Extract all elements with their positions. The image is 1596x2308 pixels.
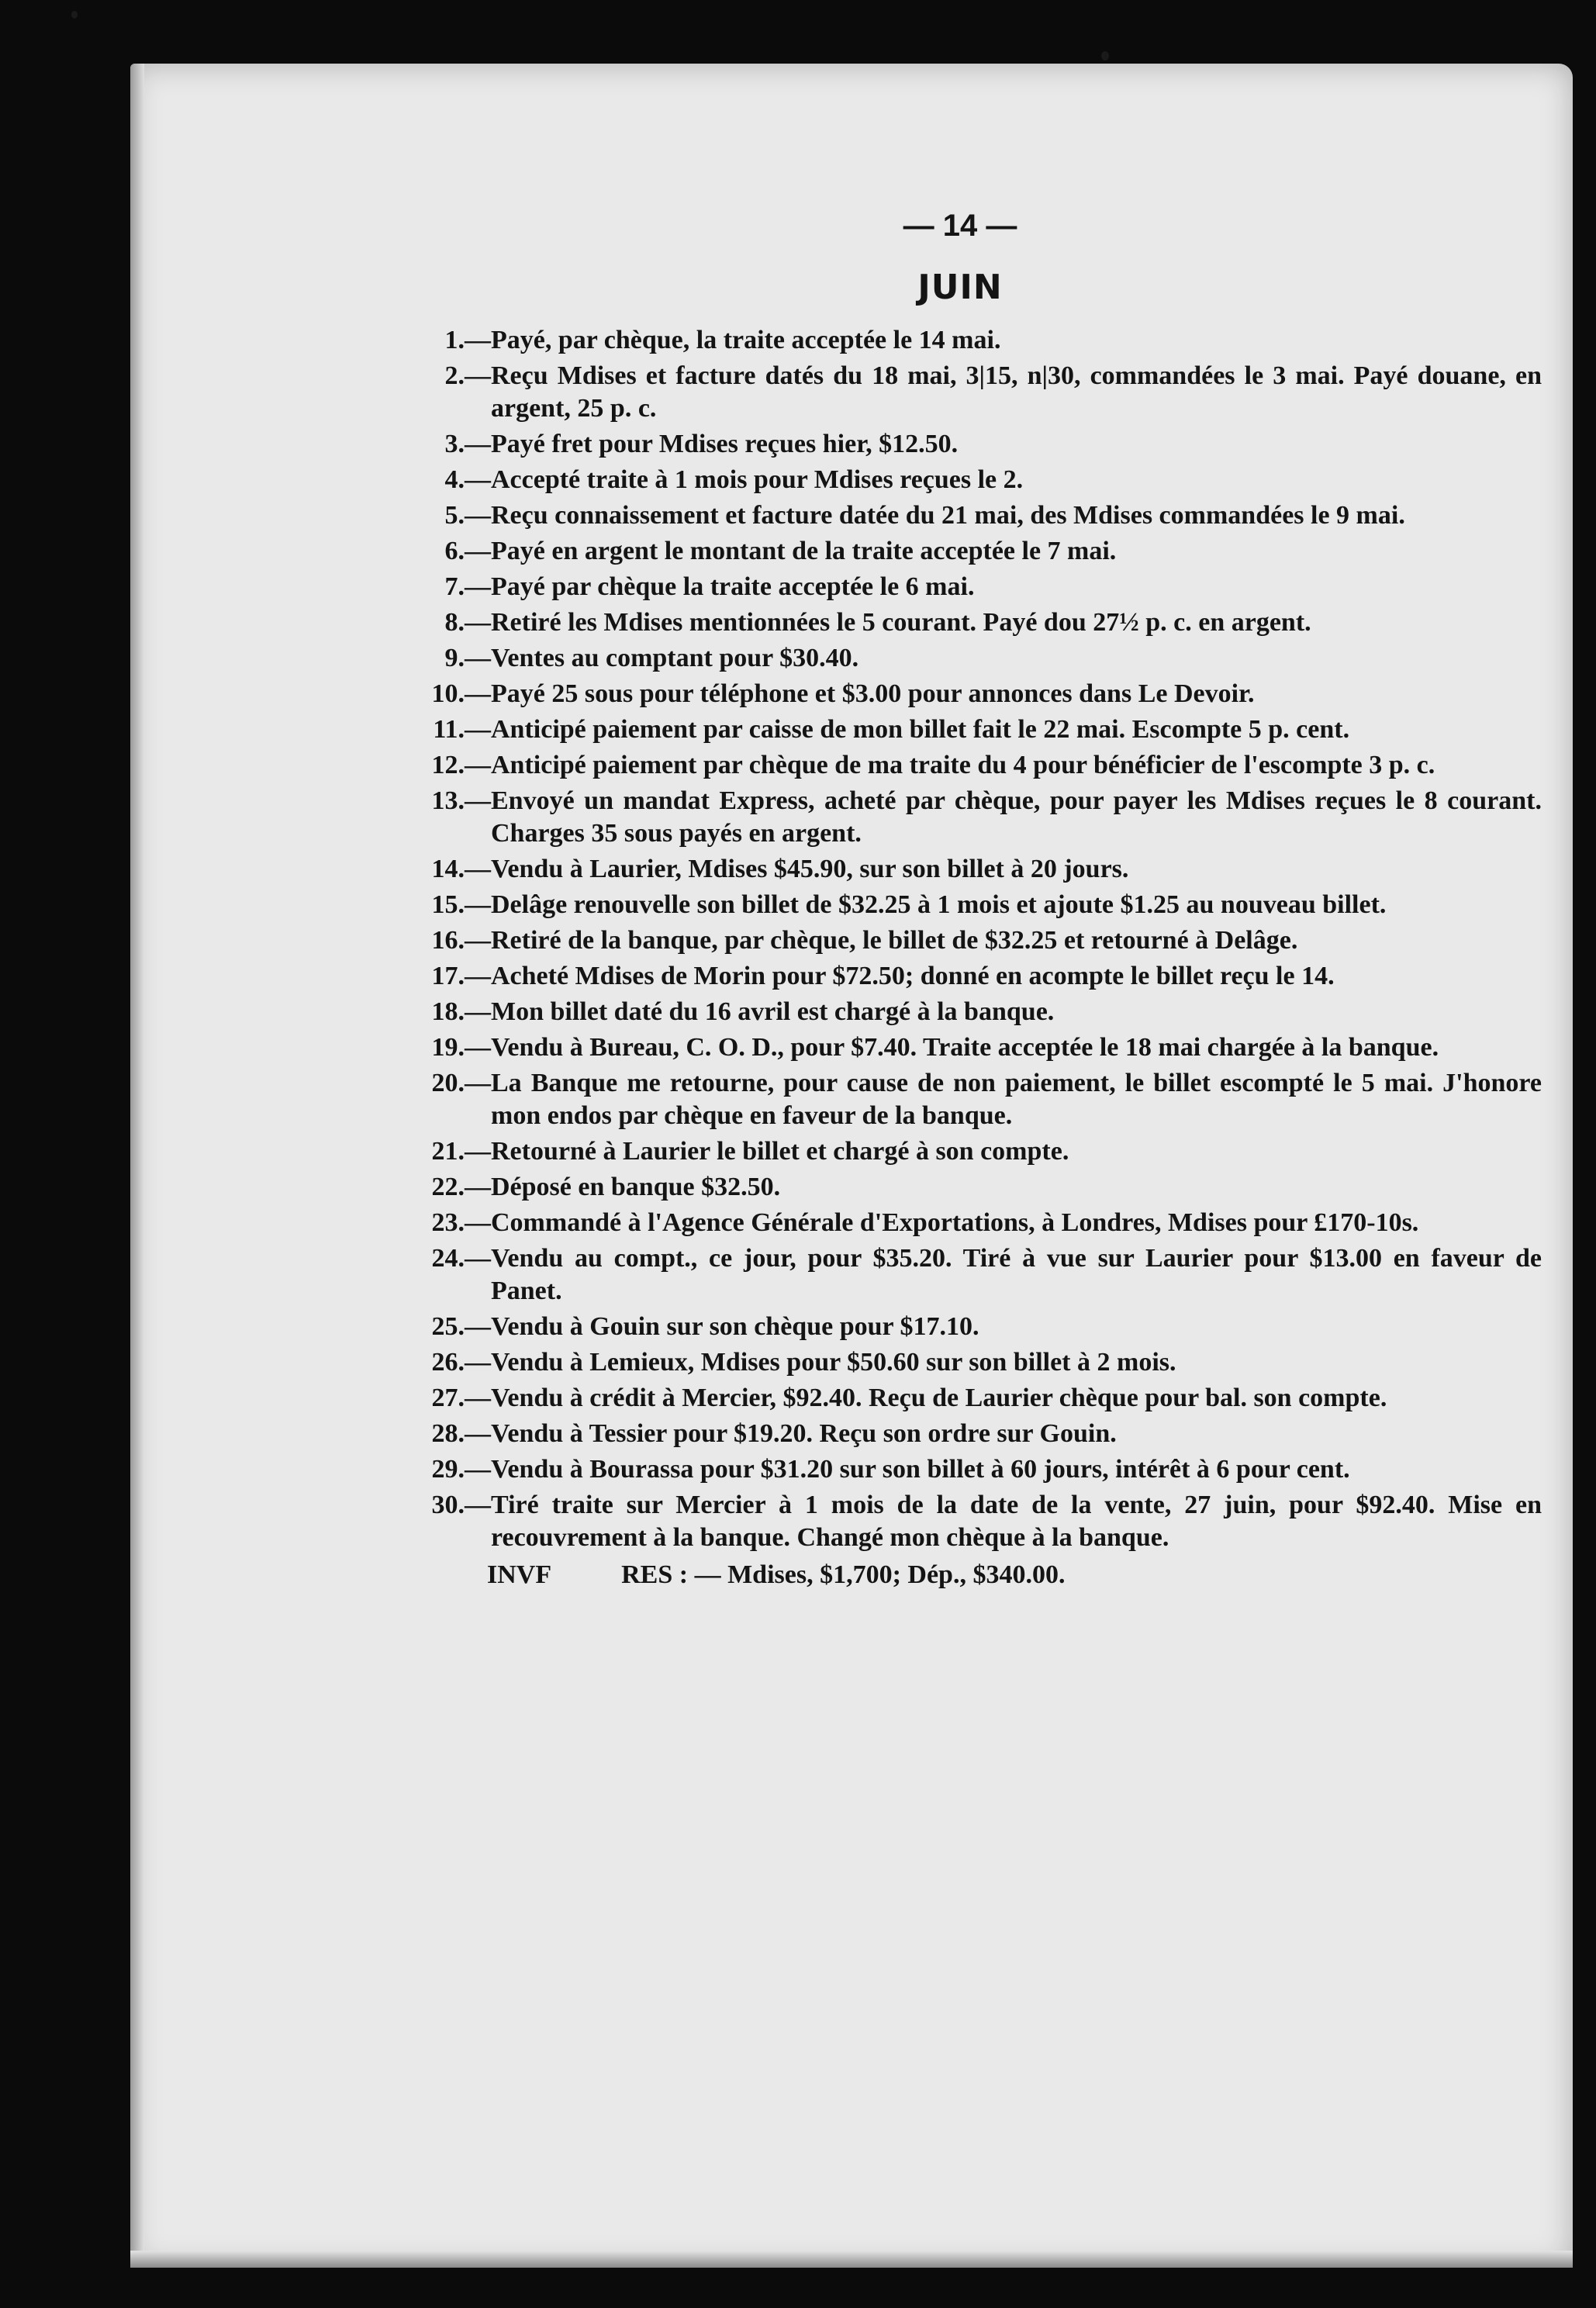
list-item: [417, 1418, 1542, 1450]
entry-number: 22.—: [431, 1173, 491, 1201]
entry-number: 29.—: [431, 1455, 491, 1484]
list-item: [417, 360, 1542, 425]
entry-number: 26.—: [431, 1348, 491, 1377]
entry-number: 13.—: [431, 786, 491, 815]
entry-number: 19.—: [431, 1033, 491, 1062]
entry-number: 5.—: [444, 501, 491, 530]
entry-number: 2.—: [444, 361, 491, 390]
entry-number: 28.—: [431, 1419, 491, 1448]
entry-text: Payé, par chèque, la traite acceptée le 14 mai.: [491, 326, 1001, 354]
entry-number: 18.—: [431, 997, 491, 1026]
entry-text: Reçu connaissement et facture datée du 21 mai, des Mdises commandées le 9 mai.: [491, 501, 1405, 530]
scan-speck: [1101, 51, 1109, 60]
entry-number: 6.—: [444, 537, 491, 565]
list-item: [417, 642, 1542, 675]
entry-text: Vendu au compt., ce jour, pour $35.20. Tiré à vue sur Laurier pour $13.00 en faveur de Panet.: [491, 1244, 1542, 1305]
entry-number: 27.—: [431, 1384, 491, 1412]
list-item: [417, 678, 1542, 710]
entry-text: Commandé à l'Agence Générale d'Exportations, à Londres, Mdises pour £170-10s.: [491, 1208, 1419, 1237]
list-item: [417, 1242, 1542, 1308]
entry-number: 15.—: [431, 890, 491, 919]
list-item: [417, 464, 1542, 496]
list-item: [417, 785, 1542, 850]
list-item: [417, 1031, 1542, 1064]
entry-text: Payé fret pour Mdises reçues hier, $12.50.: [491, 430, 959, 458]
list-item: [417, 960, 1542, 993]
entry-text: Retourné à Laurier le billet et chargé à son compte.: [491, 1137, 1069, 1166]
entry-number: 4.—: [444, 465, 491, 494]
list-item: [417, 1346, 1542, 1379]
list-item: [417, 853, 1542, 886]
entry-number: 12.—: [431, 751, 491, 779]
entry-text: Payé en argent le montant de la traite acceptée le 7 mai.: [491, 537, 1117, 565]
list-item: [417, 324, 1542, 357]
list-item: [417, 1171, 1542, 1204]
entry-number: 16.—: [431, 926, 491, 955]
entry-text: Vendu à Laurier, Mdises $45.90, sur son billet à 20 jours.: [491, 855, 1129, 883]
entry-number: 25.—: [431, 1312, 491, 1341]
list-item: [417, 1382, 1542, 1415]
list-item: [417, 1453, 1542, 1486]
entry-number: 11.—: [433, 715, 491, 744]
list-item: [417, 889, 1542, 921]
list-item: [417, 996, 1542, 1028]
entry-text: Vendu à Gouin sur son chèque pour $17.10.: [491, 1312, 979, 1341]
entry-text: Accepté traite à 1 mois pour Mdises reçues le 2.: [491, 465, 1024, 494]
list-item: [417, 1135, 1542, 1168]
inventory-values: RES : — Mdises, $1,700; Dép., $340.00.: [621, 1560, 1066, 1589]
entry-text: Vendu à Lemieux, Mdises pour $50.60 sur son billet à 2 mois.: [491, 1348, 1176, 1377]
inventory-label: INVF: [487, 1560, 552, 1589]
entry-text: Déposé en banque $32.50.: [491, 1173, 781, 1201]
list-item: [417, 1311, 1542, 1343]
list-item: [417, 713, 1542, 746]
list-item: [417, 606, 1542, 639]
entry-number: 30.—: [431, 1491, 491, 1519]
entry-text: Vendu à Bourassa pour $31.20 sur son billet à 60 jours, intérêt à 6 pour cent.: [491, 1455, 1350, 1484]
entry-text: Envoyé un mandat Express, acheté par chèque, pour payer les Mdises reçues le 8 courant. Charges 35 sous payés en argent.: [491, 786, 1542, 848]
list-item: [417, 535, 1542, 568]
entry-text: Tiré traite sur Mercier à 1 mois de la date de la vente, 27 juin, pour $92.40. Mise en recouvrement à la banque. Changé mon chèque à la banque.: [491, 1491, 1542, 1552]
list-item: [417, 571, 1542, 603]
entry-number: 20.—: [431, 1069, 491, 1097]
entry-number: 17.—: [431, 962, 491, 990]
list-item: [417, 428, 1542, 461]
entry-text: Vendu à Bureau, C. O. D., pour $7.40. Traite acceptée le 18 mai chargée à la banque.: [491, 1033, 1439, 1062]
page-number: — 14 —: [903, 209, 1017, 243]
entry-number: 10.—: [431, 679, 491, 708]
entry-text: Acheté Mdises de Morin pour $72.50; donné en acompte le billet reçu le 14.: [491, 962, 1335, 990]
entry-number: 14.—: [431, 855, 491, 883]
entry-number: 23.—: [431, 1208, 491, 1237]
entry-text: Retiré les Mdises mentionnées le 5 courant. Payé dou 27½ p. c. en argent.: [491, 608, 1311, 637]
entry-text: Reçu Mdises et facture datés du 18 mai, 3|15, n|30, commandées le 3 mai. Payé douane, en argent, 25 p. c.: [491, 361, 1542, 423]
list-item: [417, 749, 1542, 782]
list-item: [417, 1067, 1542, 1132]
page-bottom-edge: [130, 2251, 1573, 2268]
entry-text: Vendu à crédit à Mercier, $92.40. Reçu de Laurier chèque pour bal. son compte.: [491, 1384, 1387, 1412]
entry-text: Delâge renouvelle son billet de $32.25 à 1 mois et ajoute $1.25 au nouveau billet.: [491, 890, 1387, 919]
entry-number: 21.—: [431, 1137, 491, 1166]
entry-text: Payé 25 sous pour téléphone et $3.00 pour annonces dans Le Devoir.: [491, 679, 1255, 708]
month-title: JUIN: [917, 268, 1003, 307]
list-item: [417, 1207, 1542, 1239]
entry-text: Retiré de la banque, par chèque, le billet de $32.25 et retourné à Delâge.: [491, 926, 1298, 955]
entry-text: Anticipé paiement par caisse de mon billet fait le 22 mai. Escompte 5 p. cent.: [491, 715, 1350, 744]
scan-speck: [71, 11, 78, 19]
list-item: [417, 499, 1542, 532]
entry-number: 3.—: [444, 430, 491, 458]
list-item: [417, 924, 1542, 957]
entry-text: Vendu à Tessier pour $19.20. Reçu son ordre sur Gouin.: [491, 1419, 1117, 1448]
inventory-line: [417, 1559, 1542, 1591]
entry-text: Ventes au comptant pour $30.40.: [491, 644, 859, 672]
page-left-edge: [130, 64, 144, 2268]
entry-text: Anticipé paiement par chèque de ma traite du 4 pour bénéficier de l'escompte 3 p. c.: [491, 751, 1435, 779]
entry-number: 24.—: [431, 1244, 491, 1273]
list-item: [417, 1489, 1542, 1554]
scanned-page: [130, 64, 1573, 2268]
entry-text: La Banque me retourne, pour cause de non paiement, le billet escompté le 5 mai. J'honore mon endos par chèque en faveur de la banque.: [491, 1069, 1542, 1130]
entry-number: 9.—: [444, 644, 491, 672]
entry-text: Payé par chèque la traite acceptée le 6 mai.: [491, 572, 975, 601]
entry-list: [417, 324, 1542, 1591]
entry-number: 1.—: [444, 326, 491, 354]
entry-number: 7.—: [444, 572, 491, 601]
entry-text: Mon billet daté du 16 avril est chargé à la banque.: [491, 997, 1055, 1026]
entry-number: 8.—: [444, 608, 491, 637]
